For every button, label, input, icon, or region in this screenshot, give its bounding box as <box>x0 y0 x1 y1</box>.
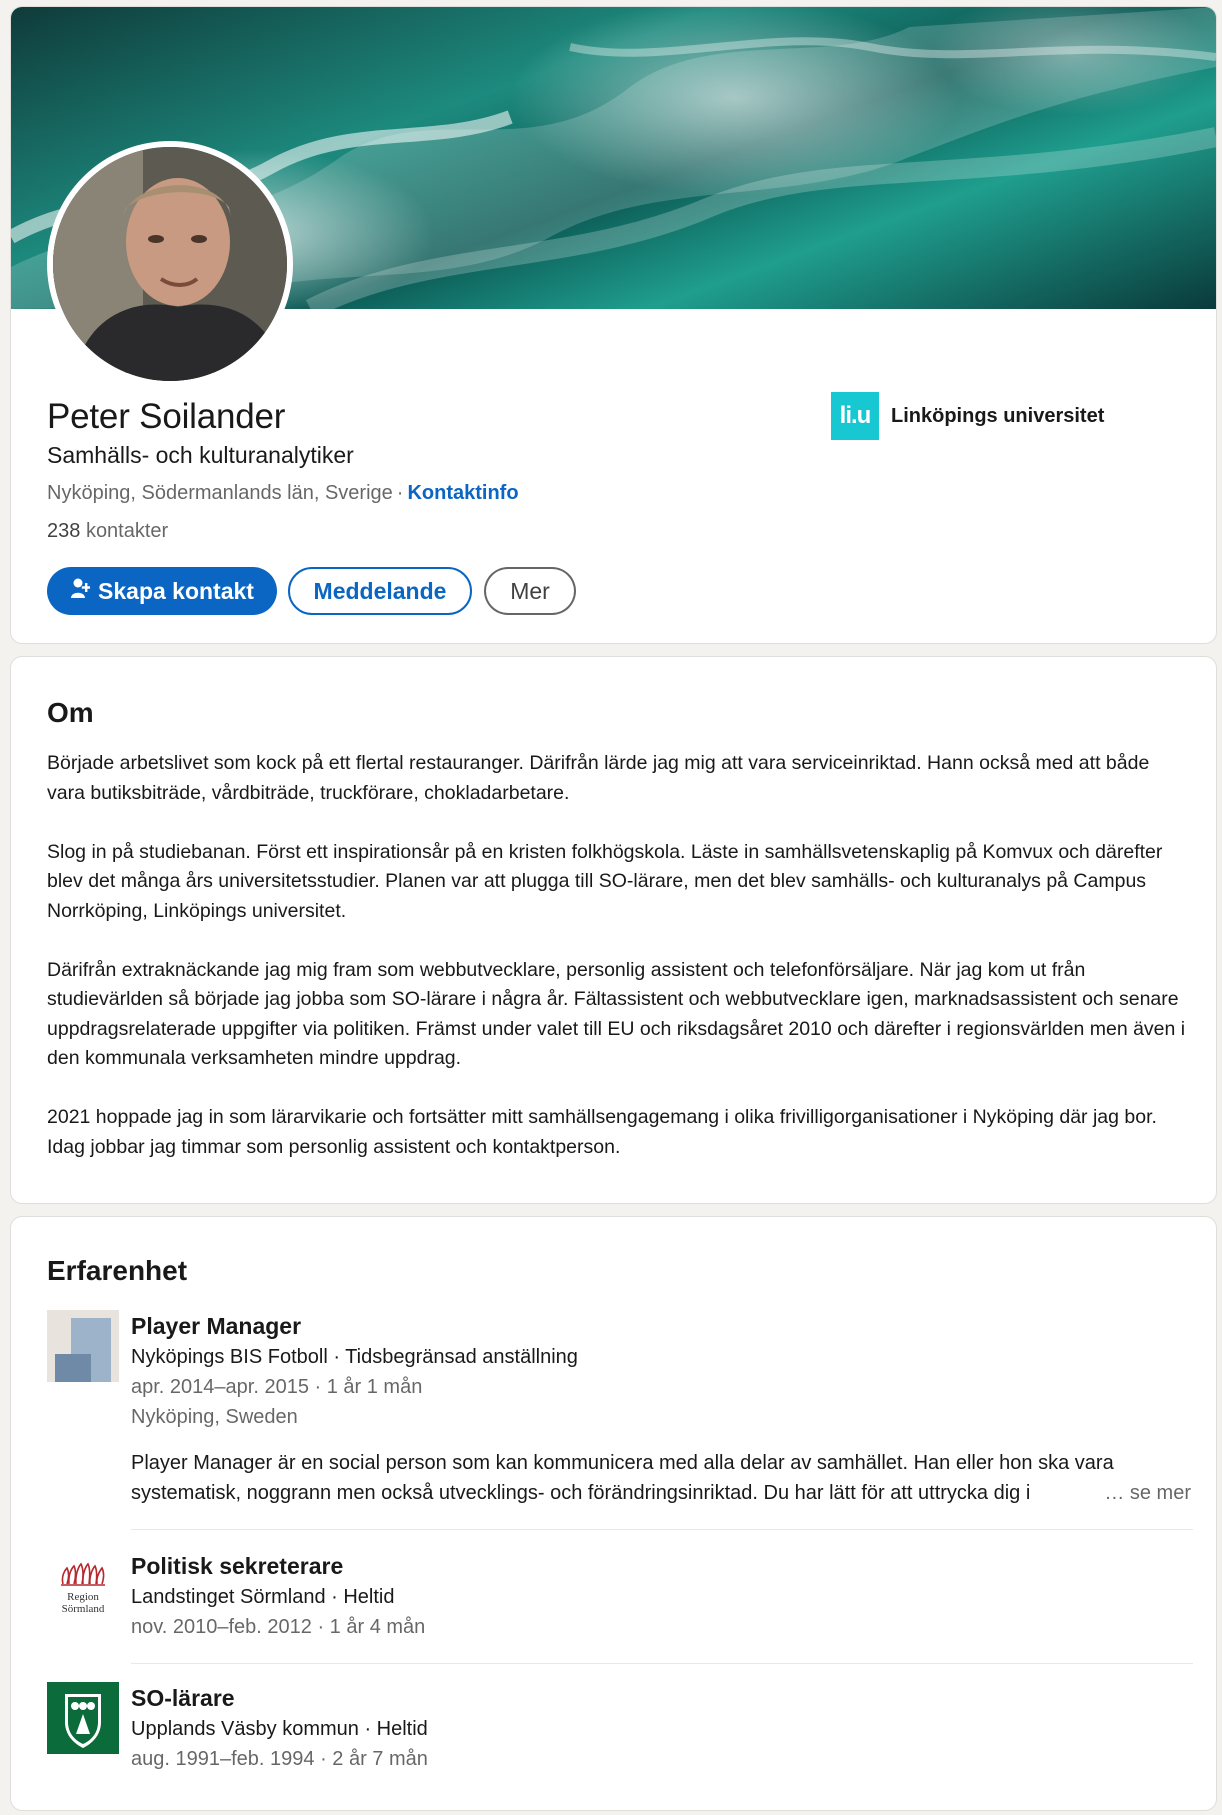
job-title: Player Manager <box>131 1313 302 1339</box>
region-sormland-logo[interactable] <box>47 1550 119 1622</box>
about-paragraph: Slog in på studiebanan. Först ett inspirationsår på en kristen folkhögskola. Läste in samhällsvetenskaplig på Komvux och därefter blev det många års universitetsstudier. Planen var att plugga till SO-lärare, men det blev samhälls- och kulturanalys på Campus Norrköping, Linköpings universitet. <box>47 840 1163 922</box>
company-name: Landstinget Sörmland · Heltid <box>131 1586 395 1608</box>
connections-count[interactable] <box>47 520 168 543</box>
profile-top-card <box>10 6 1217 644</box>
experience-section <box>10 1216 1217 1811</box>
job-title: Politisk sekreterare <box>131 1553 344 1579</box>
location-row <box>47 482 519 505</box>
about-section <box>10 656 1217 1204</box>
job-title: SO-lärare <box>131 1685 235 1711</box>
about-text <box>47 749 1187 1192</box>
profile-name: Peter Soilander <box>47 397 286 436</box>
company-name: Upplands Väsby kommun · Heltid <box>131 1718 428 1740</box>
job-description <box>131 1448 1191 1508</box>
add-person-icon <box>70 577 90 605</box>
connections-number: 238 <box>47 520 81 542</box>
company-name: Nyköpings BIS Fotboll · Tidsbegränsad anställning <box>131 1346 578 1368</box>
location-text: Nyköping, Södermanlands län, Sverige <box>47 482 393 504</box>
upplands-vasby-logo[interactable] <box>47 1682 119 1754</box>
about-paragraph: Började arbetslivet som kock på ett flertal restauranger. Därifrån lärde jag mig att vara serviceinriktad. Hann också med att både vara butiksbiträde, vårdbiträde, truckförare, chokladarbetare. <box>47 752 1150 804</box>
more-button[interactable]: Mer <box>484 567 576 615</box>
profile-photo[interactable] <box>47 141 293 387</box>
region-logo-text-1: Region <box>67 1591 99 1603</box>
about-paragraph: 2021 hoppade jag in som lärarvikarie och fortsätter mitt samhällsengagemang i olika frivilligorganisationer i Nyköping där jag bor. Idag jobbar jag timmar som personlig assistent och kontaktperson. <box>47 1106 1157 1158</box>
profile-headline: Samhälls- och kulturanalytiker <box>47 442 354 468</box>
job-description-text: Player Manager är en social person som kan kommunicera med alla delar av samhället. Han eller hon ska vara systematisk, noggrann men också utvecklings- och förändringsinriktad. Du har lätt för att uttrycka dig i <box>131 1452 1114 1504</box>
company-logo-placeholder[interactable] <box>47 1310 119 1382</box>
divider <box>131 1663 1193 1664</box>
about-title: Om <box>47 697 94 728</box>
separator: · <box>396 482 404 504</box>
message-button[interactable]: Meddelande <box>288 567 472 615</box>
experience-title: Erfarenhet <box>47 1255 188 1286</box>
education-name: Linköpings universitet <box>891 404 1105 427</box>
about-paragraph: Därifrån extraknäckande jag mig fram som webbutvecklare, personlig assistent och telefonförsäljare. När jag kom ut från studievärlden så började jag jobba som SO-lärare i några år. Fältassistent och webbutvecklare igen, marknadsassistent och senare uppdragsrelaterade uppgifter via politiken. Främst under valet till EU och riksdagsåret 2010 och därefter i regionsvärlden men även i den kommunala verksamheten mindre uppdrag. <box>47 958 1186 1069</box>
liu-logo: li.u <box>831 392 879 440</box>
contact-info-link[interactable]: Kontaktinfo <box>407 482 519 504</box>
job-dates: apr. 2014–apr. 2015 · 1 år 1 mån <box>131 1376 423 1398</box>
connect-button[interactable] <box>47 567 277 615</box>
connections-label: kontakter <box>85 520 169 542</box>
see-more-link[interactable]: … se mer <box>1092 1478 1191 1508</box>
job-dates: nov. 2010–feb. 2012 · 1 år 4 mån <box>131 1616 426 1638</box>
education-link[interactable] <box>831 392 1104 440</box>
job-dates: aug. 1991–feb. 1994 · 2 år 7 mån <box>131 1748 428 1770</box>
job-location: Nyköping, Sweden <box>131 1406 298 1428</box>
divider <box>131 1529 1193 1530</box>
connect-label: Skapa kontakt <box>98 577 254 604</box>
region-logo-text-2: Sörmland <box>61 1603 105 1615</box>
